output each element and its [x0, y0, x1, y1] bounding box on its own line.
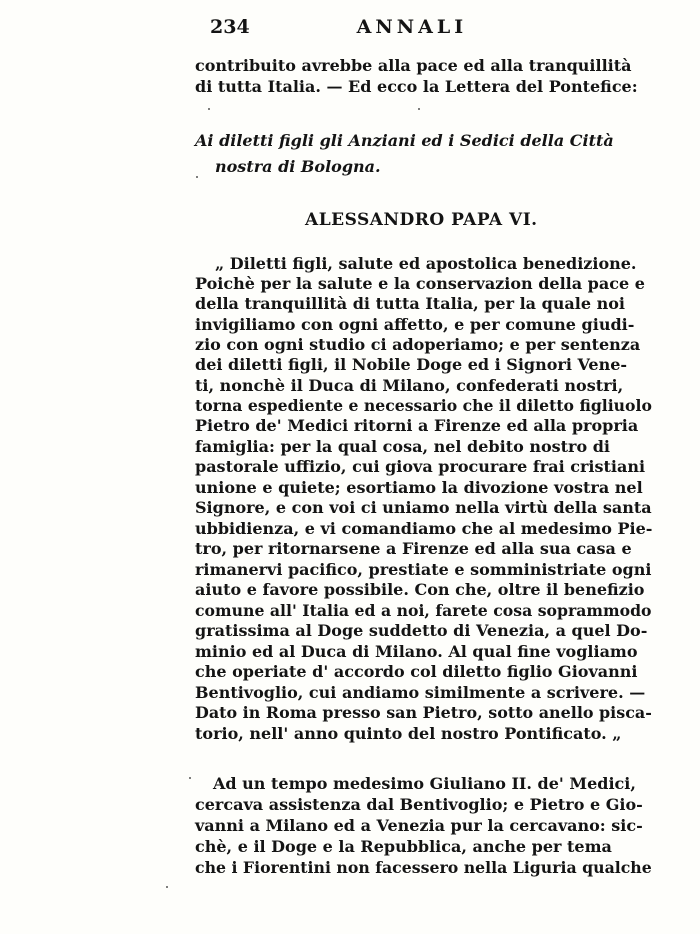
intro-line: di tutta Italia. — Ed ecco la Lettera del Pontefice: — [195, 77, 638, 96]
letter-line: invigiliamo con ogni affetto, e per comune giudi- — [195, 315, 635, 334]
print-speck — [418, 108, 420, 110]
letter-line: gratissima al Doge suddetto di Venezia, a quel Do- — [195, 621, 648, 640]
closing-line: che i Fiorentini non facessero nella Liguria qualche — [195, 858, 652, 877]
letter-line: Pietro de' Medici ritorni a Firenze ed alla propria — [195, 416, 639, 435]
letter-line: torio, nell' anno quinto del nostro Pontificato. „ — [195, 724, 622, 743]
letter-line: Bentivoglio, cui andiamo similmente a scrivere. — — [195, 683, 646, 702]
letter-line: famiglia: per la qual cosa, nel debito nostro di — [195, 437, 610, 456]
letter-line: della tranquillità di tutta Italia, per la quale noi — [195, 294, 626, 313]
letter-line: minio ed al Duca di Milano. Al qual fine vogliamo — [195, 642, 638, 661]
closing-line: Ad un tempo medesimo Giuliano II. de' Medici, — [213, 774, 636, 793]
letter-line: dei diletti figli, il Nobile Doge ed i Signori Vene- — [195, 355, 628, 374]
page-number: 234 — [210, 16, 250, 38]
letter-line: rimanervi pacifico, prestiate e somministriate ogni — [195, 560, 652, 579]
letter-line: tro, per ritornarsene a Firenze ed alla sua casa e — [195, 539, 632, 558]
letter-line: ubbidienza, e vi comandiamo che al medesimo Pie- — [195, 519, 653, 538]
letter-line: che operiate d' accordo col diletto figlio Giovanni — [195, 662, 638, 681]
closing-line: cercava assistenza dal Bentivoglio; e Pietro e Gio- — [195, 795, 643, 814]
letter-line: zio con ogni studio ci adoperiamo; e per sentenza — [195, 335, 641, 354]
print-speck — [166, 886, 168, 888]
letter-line: „ Diletti figli, salute ed apostolica benedizione. — [215, 254, 637, 273]
letter-line: Dato in Roma presso san Pietro, sotto anello pisca- — [195, 703, 652, 722]
print-speck — [196, 176, 198, 178]
running-title: ANNALI — [356, 16, 468, 38]
page-header — [210, 16, 467, 38]
letter-line: Signore, e con voi ci uniamo nella virtù della santa — [195, 498, 652, 517]
address-line: Ai diletti figli gli Anziani ed i Sedici della Città — [195, 131, 614, 150]
print-speck — [189, 777, 191, 779]
letter-line: ti, nonchè il Duca di Milano, confederati nostri, — [195, 376, 624, 395]
letter-title: ALESSANDRO PAPA VI. — [305, 210, 538, 230]
address-line: nostra di Bologna. — [215, 157, 381, 176]
letter-line: pastorale uffizio, cui giova procurare frai cristiani — [195, 457, 646, 476]
letter-line: torna espediente e necessario che il diletto figliuolo — [195, 396, 652, 415]
closing-line: vanni a Milano ed a Venezia pur la cercavano: sic- — [195, 816, 643, 835]
print-speck — [208, 108, 210, 110]
letter-line: Poichè per la salute e la conservazion della pace e — [195, 274, 645, 293]
letter-line: comune all' Italia ed a noi, farete cosa soprammodo — [195, 601, 652, 620]
letter-line: unione e quiete; esortiamo la divozione vostra nel — [195, 478, 643, 497]
letter-line: aiuto e favore possibile. Con che, oltre il benefizio — [195, 580, 645, 599]
intro-line: contribuito avrebbe alla pace ed alla tranquillità — [195, 56, 632, 75]
closing-line: chè, e il Doge e la Repubblica, anche per tema — [195, 837, 612, 856]
